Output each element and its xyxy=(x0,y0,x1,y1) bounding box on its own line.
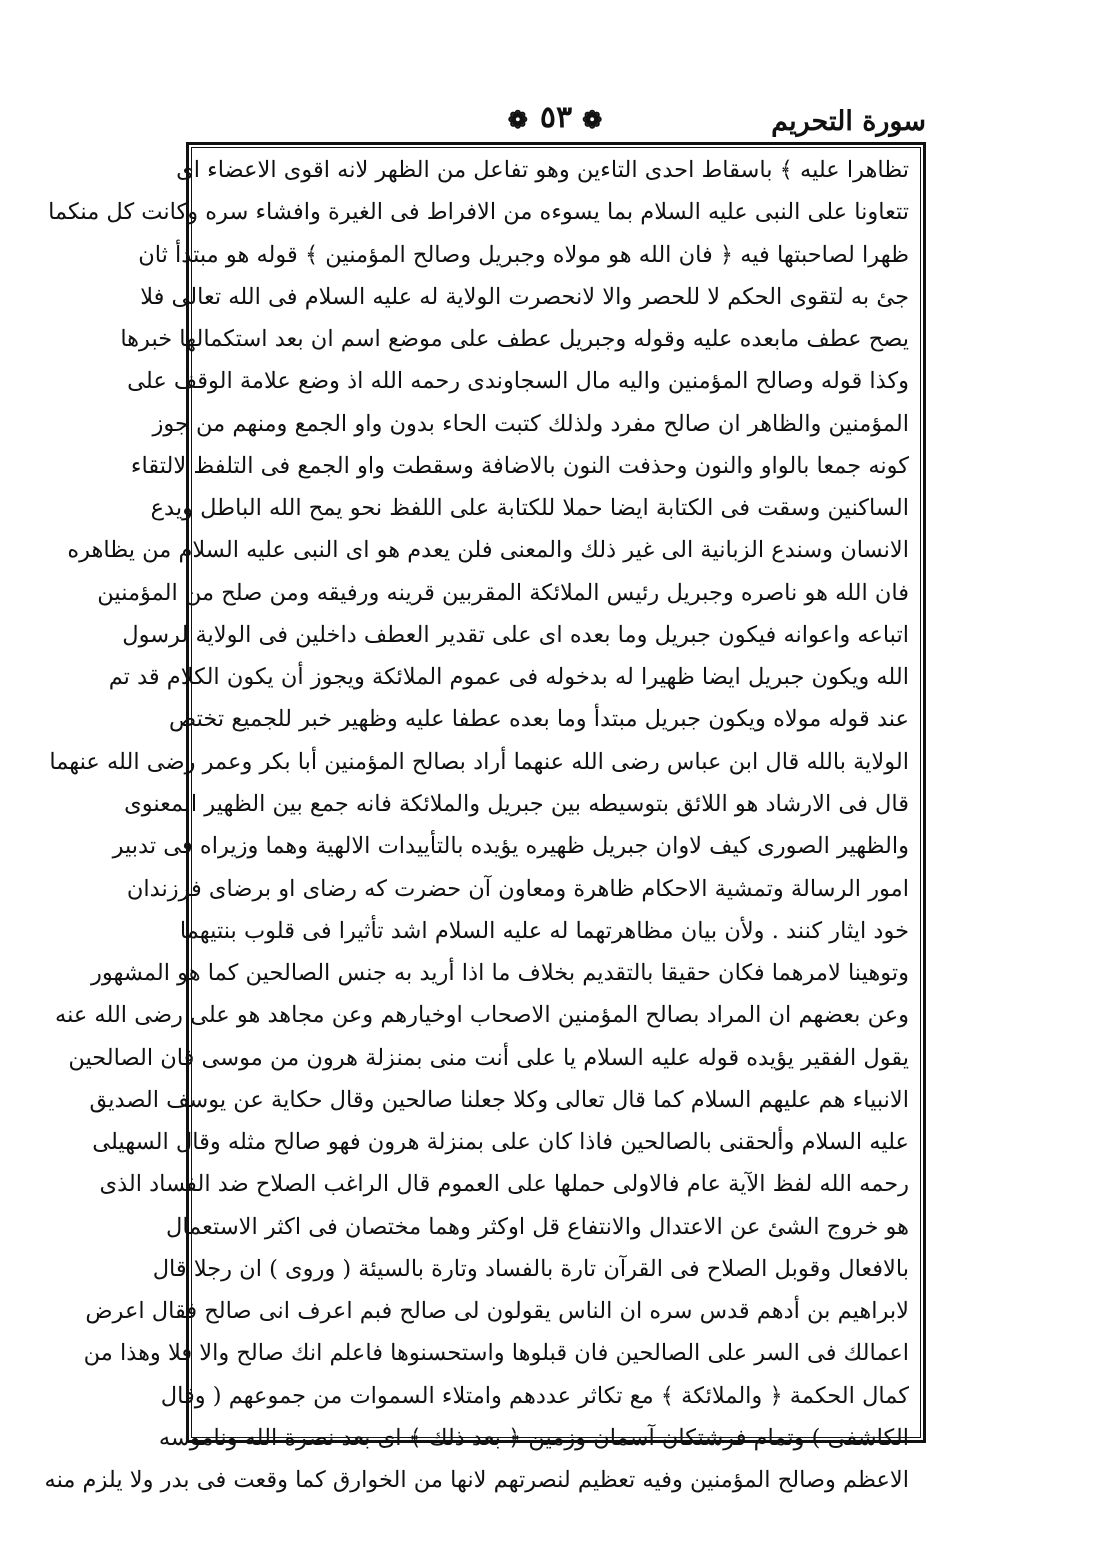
text-line: فان الله هو ناصره وجبريل رئيس الملائكة المقربين قرينه ورفيقه ومن صلح من المؤمنين xyxy=(97,579,909,606)
text-line: رحمه الله لفظ الآية عام فالاولى حملها على العموم قال الراغب الصلاح ضد الفساد الذى xyxy=(99,1171,909,1198)
text-line: الله ويكون جبريل ايضا ظهيرا له بدخوله فى عموم الملائكة ويجوز أن يكون الكلام قد تم xyxy=(108,664,909,691)
page-frame xyxy=(44,142,926,1494)
text-line: الانبياء هم عليهم السلام كما قال تعالى وكلا جعلنا صالحين وقال حكاية عن يوسف الصديق xyxy=(89,1086,909,1113)
text-body xyxy=(44,149,909,1494)
text-line: خود ايثار كنند . ولأن بيان مظاهرتهما له عليه السلام اشد تأثيرا فى قلوب بنتيهما xyxy=(179,917,909,944)
text-line: وعن بعضهم ان المراد بصالح المؤمنين الاصحاب اوخيارهم وعن مجاهد هو على رضى الله عنه xyxy=(55,1002,909,1029)
text-line: تتعاونا على النبى عليه السلام بما يسوءه من الافراط فى الغيرة وافشاء سره وكانت كل منكما xyxy=(48,199,909,226)
text-line: كونه جمعا بالواو والنون وحذفت النون بالاضافة وسقطت واو الجمع فى التلفظ لالتقاء xyxy=(130,452,909,479)
text-line: يصح عطف مابعده عليه وقوله وجبريل عطف على موضع اسم ان بعد استكمالها خبرها xyxy=(120,326,909,353)
text-line: بالافعال وقوبل الصلاح فى القرآن تارة بالفساد وتارة بالسيئة ( وروى ) ان رجلا قال xyxy=(152,1255,909,1282)
text-line: الانسان وسندع الزبانية الى غير ذلك والمعنى فلن يعدم هو اى النبى عليه السلام من يظاهره xyxy=(67,537,909,564)
text-line: المؤمنين والظاهر ان صالح مفرد ولذلك كتبت الحاء بدون واو الجمع ومنهم من جوز xyxy=(152,410,909,437)
text-line: يقول الفقير يؤيده قوله عليه السلام يا على أنت منى بمنزلة هرون من موسى فان الصالحين xyxy=(68,1044,909,1071)
surah-title: سورة التحريم xyxy=(771,106,926,137)
text-line: هو خروج الشئ عن الاعتدال والانتفاع قل اوكثر وهما مختصان فى اكثر الاستعمال xyxy=(165,1213,909,1240)
text-line: والظهير الصورى كيف لاوان جبريل ظهيره يؤيده بالتأييدات الالهية وهما وزيراه فى تدبير xyxy=(112,833,909,860)
text-line: عند قوله مولاه ويكون جبريل مبتدأ وما بعده عطفا عليه وظهير خبر للجميع تختص xyxy=(169,706,909,733)
text-line: كمال الحكمة ﴿ والملائكة ﴾ مع تكاثر عددهم وامتلاء السموات من جموعهم ( وقال xyxy=(160,1382,909,1409)
text-line: عليه السلام وألحقنى بالصالحين فاذا كان على بمنزلة هرون فهو صالح مثله وقال السهيلى xyxy=(92,1129,909,1156)
page-header xyxy=(186,98,926,142)
text-line: امور الرسالة وتمشية الاحكام ظاهرة ومعاون آن حضرت كه رضاى او برضاى فرزندان xyxy=(126,875,909,902)
ornament-left-icon: ❁ xyxy=(507,104,530,134)
text-line: وكذا قوله وصالح المؤمنين واليه مال السجاوندى رحمه الله اذ وضع علامة الوقف على xyxy=(127,368,909,395)
page-number: ٥٣ xyxy=(539,100,573,135)
text-line: اتباعه واعوانه فيكون جبريل وما بعده اى على تقدير العطف داخلين فى الولاية لرسول xyxy=(122,621,909,648)
text-line: قال فى الارشاد هو اللائق بتوسيطه بين جبريل والملائكة فانه جمع بين الظهير المعنوى xyxy=(124,790,909,817)
text-line: الولاية بالله قال ابن عباس رضى الله عنهما أراد بصالح المؤمنين أبا بكر وعمر رضى الله عنهما xyxy=(49,748,909,775)
text-line: الساكنين وسقت فى الكتابة ايضا حملا للكتابة على اللفظ نحو يمح الله الباطل ويدع xyxy=(150,495,909,522)
text-line: لابراهيم بن أدهم قدس سره ان الناس يقولون لى صالح فبم اعرف انى صالح فقال اعرض xyxy=(85,1298,909,1325)
text-line: اعمالك فى السر على الصالحين فان قبلوها واستحسنوها فاعلم انك صالح والا فلا وهذا من xyxy=(83,1340,909,1367)
ornament-right-icon: ❁ xyxy=(582,104,605,134)
text-line: وتوهينا لامرهما فكان حقيقا بالتقديم بخلاف ما اذا أريد به جنس الصالحين كما هو المشهور xyxy=(90,960,909,987)
text-line: ظهرا لصاحبتها فيه ﴿ فان الله هو مولاه وجبريل وصالح المؤمنين ﴾ قوله هو مبتدأ ثان xyxy=(138,241,909,268)
text-line: الاعظم وصالح المؤمنين وفيه تعظيم لنصرتهم لانها من الخوارق كما وقعت فى بدر ولا يلزم منه xyxy=(44,1467,909,1494)
text-line: جئ به لتقوى الحكم لا للحصر والا لانحصرت الولاية له عليه السلام فى الله تعالى فلا xyxy=(140,283,909,310)
text-line: الكاشفى ) وتمام فرشتكان آسمان وزمين ﴿ بعد ذلك ﴾ اى بعد نصرة الله وناموسه xyxy=(158,1424,909,1451)
text-line: تظاهرا عليه ﴾ باسقاط احدى التاءين وهو تفاعل من الظهر لانه اقوى الاعضاء اى xyxy=(176,157,909,183)
